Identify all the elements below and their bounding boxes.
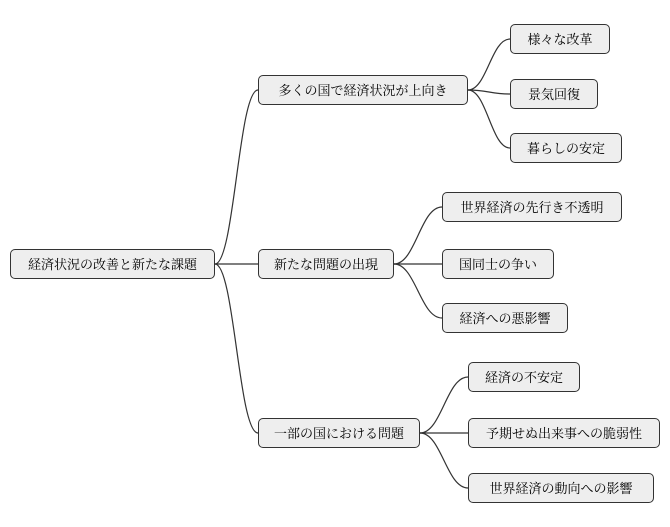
- node-label: 経済の不安定: [484, 369, 563, 385]
- connector-line: [394, 207, 442, 264]
- mindmap-branch-node[interactable]: [258, 418, 420, 448]
- node-label: 国同士の争い: [458, 256, 537, 272]
- connector-line: [468, 90, 510, 148]
- mindmap-leaf-node[interactable]: [442, 249, 554, 279]
- node-label: 一部の国における問題: [273, 425, 404, 441]
- mindmap-root-node[interactable]: [10, 249, 215, 279]
- connector-line: [215, 264, 258, 433]
- mindmap-leaf-node[interactable]: [468, 362, 580, 392]
- node-label: 景気回復: [527, 86, 580, 102]
- mindmap-leaf-node[interactable]: [468, 418, 660, 448]
- mindmap-branch-node[interactable]: [258, 75, 468, 105]
- connector-line: [468, 39, 510, 90]
- node-label: 世界経済の先行き不透明: [460, 199, 604, 215]
- node-label: 予期せぬ出来事への脆弱性: [485, 425, 642, 441]
- node-label: 様々な改革: [527, 31, 593, 47]
- connector-line: [215, 90, 258, 264]
- mindmap-leaf-node[interactable]: [510, 133, 622, 163]
- connector-line: [420, 433, 468, 488]
- node-label: 経済状況の改善と新たな課題: [27, 256, 197, 272]
- mindmap-leaf-node[interactable]: [442, 192, 622, 222]
- node-label: 世界経済の動向への影響: [489, 480, 633, 496]
- node-label: 暮らしの安定: [526, 140, 605, 156]
- node-label: 経済への悪影響: [459, 310, 551, 326]
- mindmap-leaf-node[interactable]: [468, 473, 654, 503]
- node-label: 多くの国で経済状況が上向き: [278, 82, 448, 98]
- mindmap-branch-node[interactable]: [258, 249, 394, 279]
- node-label: 新たな問題の出現: [273, 256, 378, 272]
- connector-line: [420, 377, 468, 433]
- mindmap-leaf-node[interactable]: [510, 79, 598, 109]
- connector-line: [394, 264, 442, 318]
- mindmap-leaf-node[interactable]: [442, 303, 568, 333]
- mindmap-leaf-node[interactable]: [510, 24, 610, 54]
